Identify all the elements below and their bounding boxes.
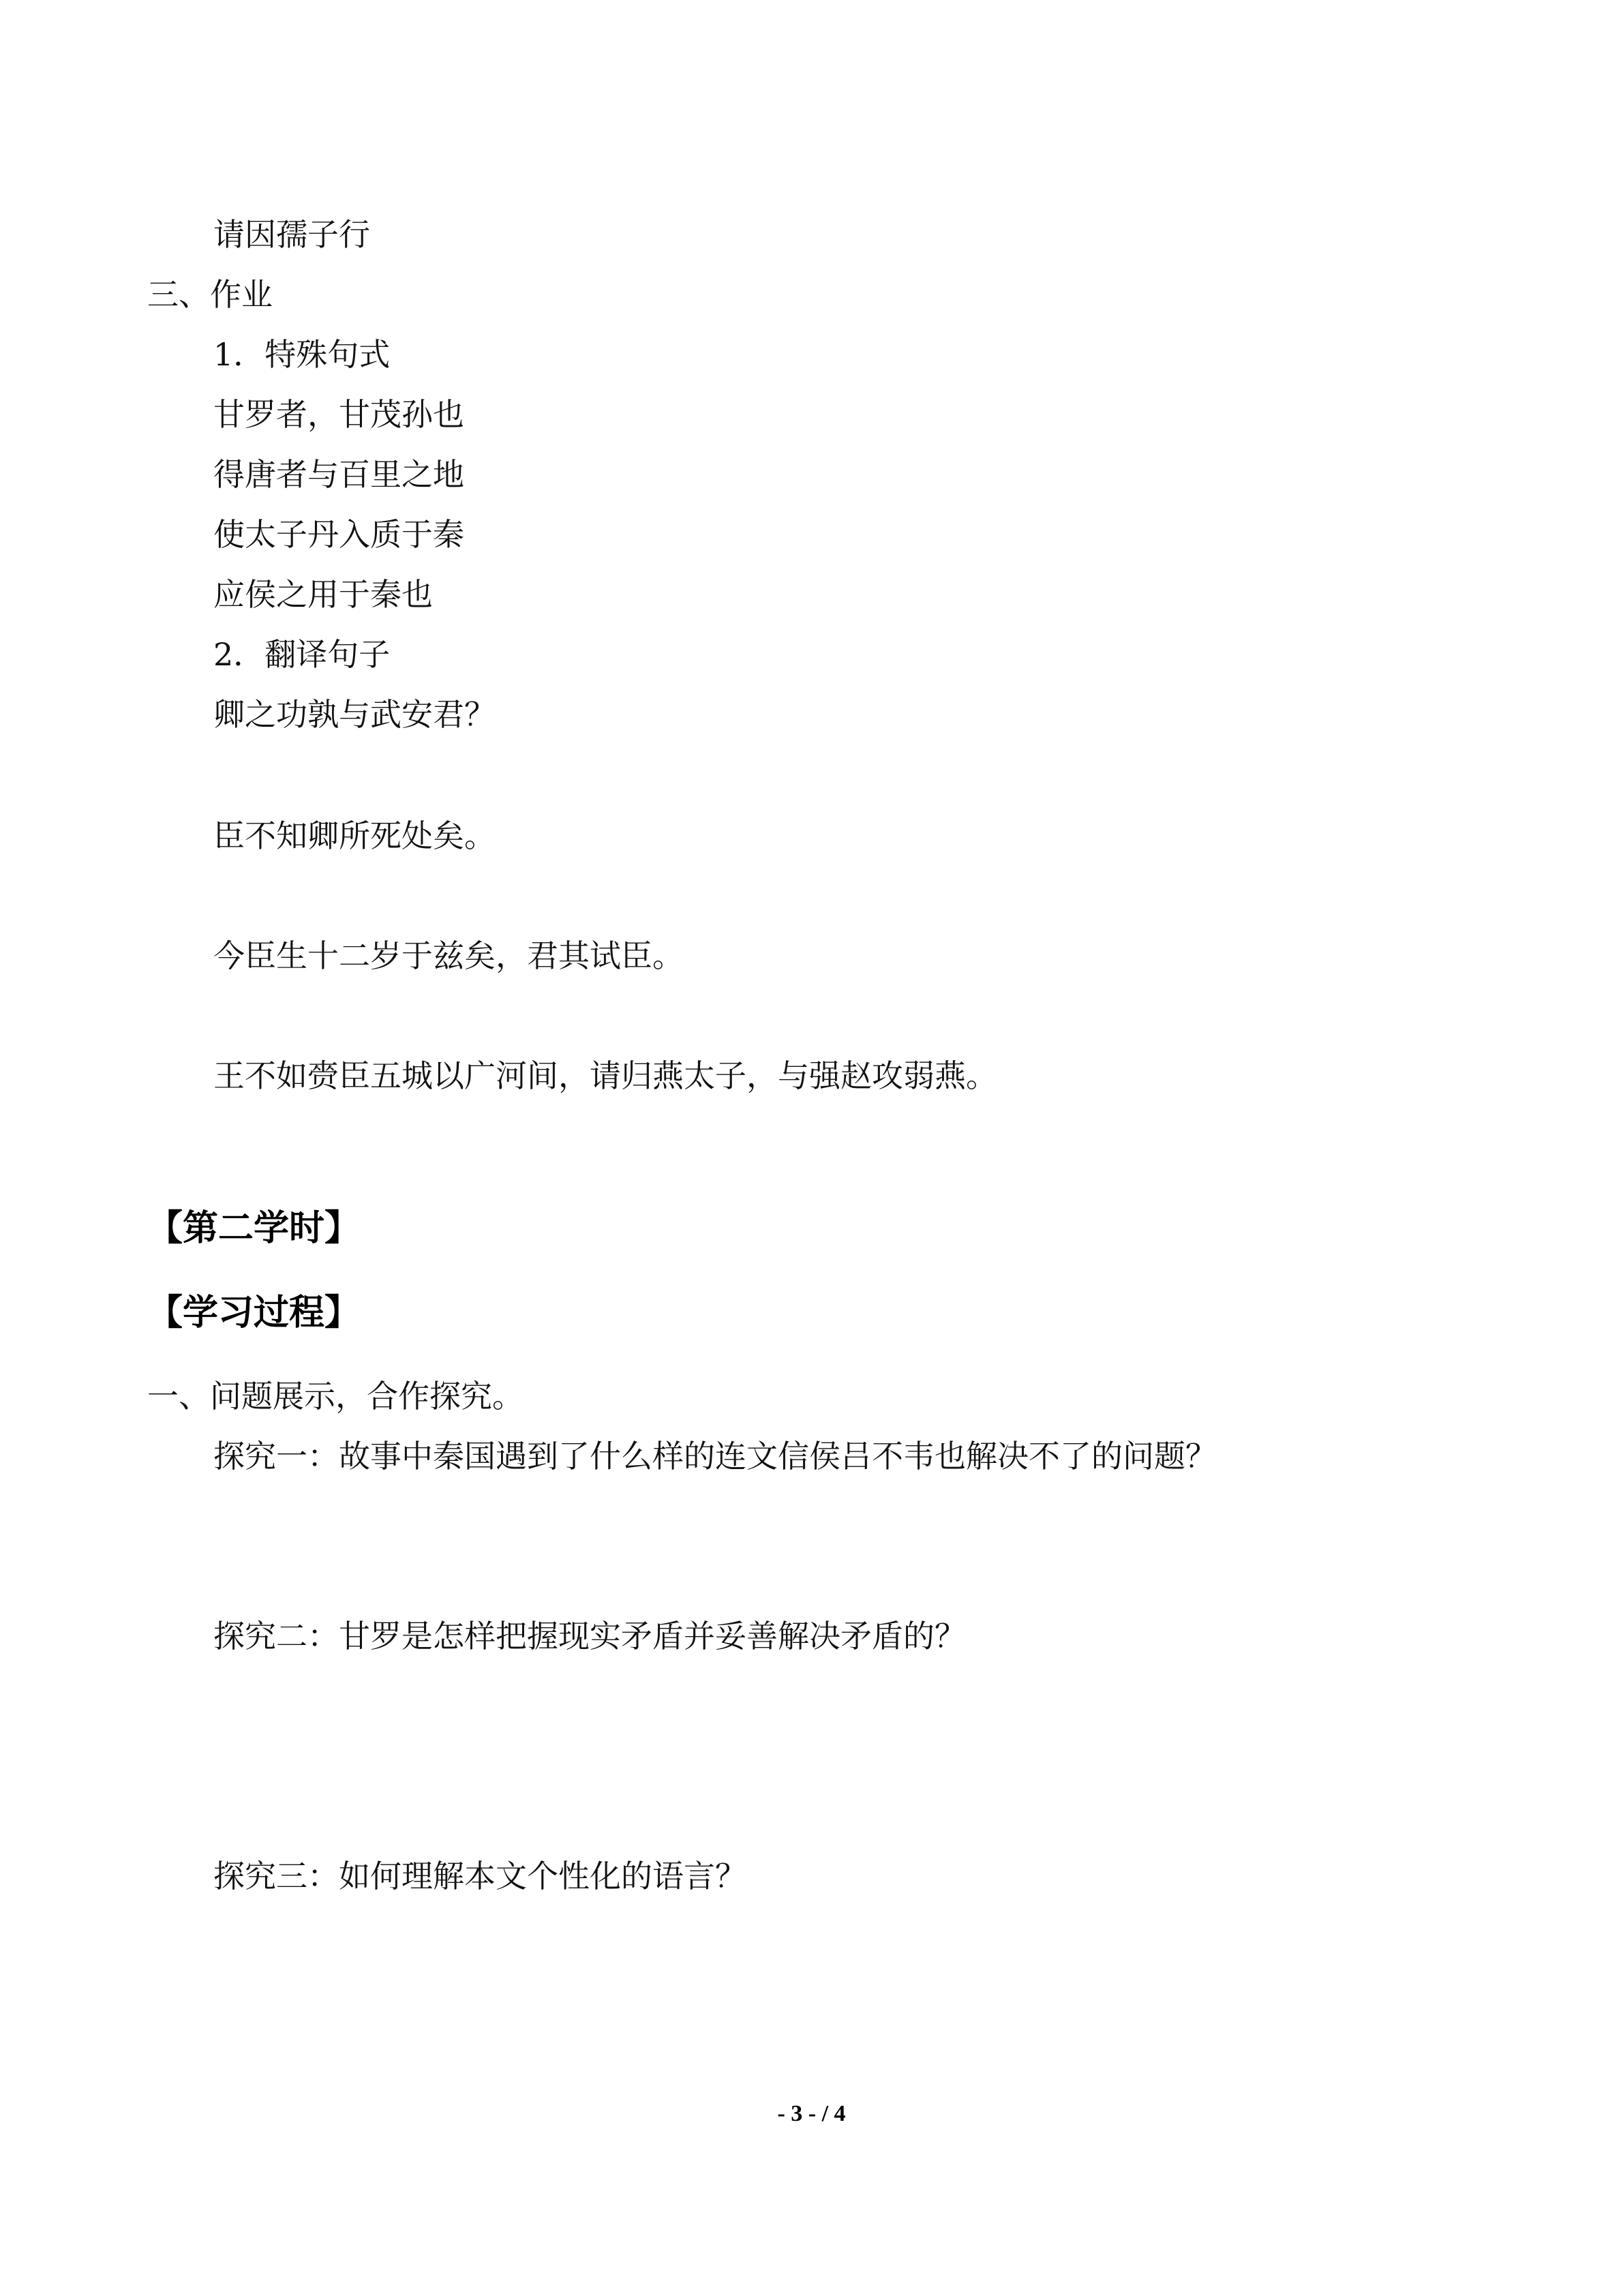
item1-title: 1．特殊句式	[213, 336, 391, 373]
item1-line: 应侯之用于秦也	[213, 576, 433, 613]
item2-line: 臣不知卿所死处矣。	[213, 817, 496, 854]
second-period-heading: 【第二学时】	[147, 1208, 361, 1249]
item2-line: 王不如赍臣五城以广河间，请归燕太子，与强赵攻弱燕。	[213, 1057, 997, 1094]
item1-line: 得唐者与百里之地	[213, 456, 464, 493]
item1-line: 使太子丹入质于秦	[213, 516, 464, 553]
question-item: 探究一：故事中秦国遇到了什么样的连文信侯吕不韦也解决不了的问题？	[213, 1438, 1217, 1475]
homework-section-title: 三、作业	[147, 276, 273, 313]
question-item: 探究二：甘罗是怎样把握现实矛盾并妥善解决矛盾的？	[213, 1618, 966, 1655]
item2-line: 今臣生十二岁于兹矣，君其试臣。	[213, 937, 684, 974]
item2-line: 卿之功孰与武安君？	[213, 696, 496, 733]
part-one-title: 一、问题展示，合作探究。	[147, 1378, 524, 1415]
text-line-prev: 请因孺子行	[213, 216, 370, 253]
learning-process-heading: 【学习过程】	[147, 1293, 361, 1333]
item1-line: 甘罗者，甘茂孙也	[213, 396, 464, 433]
page-number: - 3 - / 4	[777, 2101, 846, 2126]
item2-title: 2．翻译句子	[213, 636, 391, 673]
question-item: 探究三：如何理解本文个性化的语言？	[213, 1858, 746, 1894]
